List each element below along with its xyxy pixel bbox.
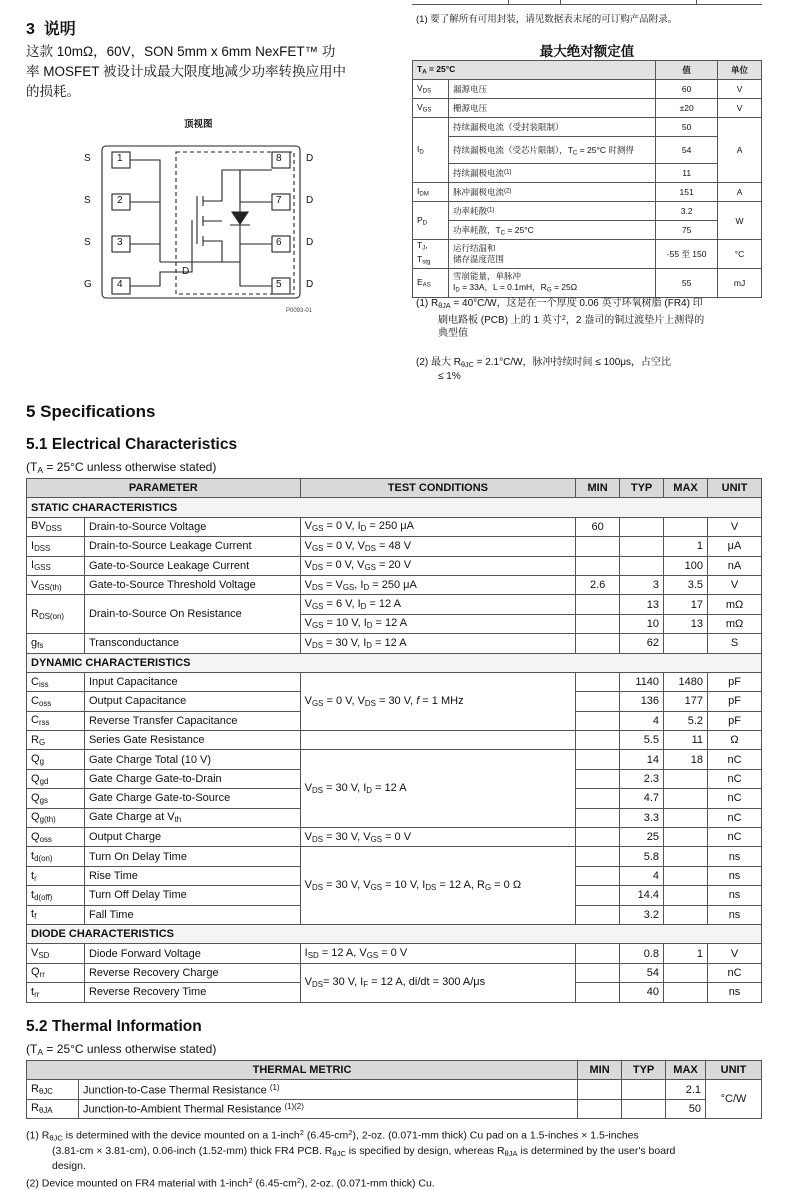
amr-table: [412, 60, 762, 298]
thermal-head-unit: UNIT: [706, 1061, 762, 1080]
pin-4-name: G: [84, 279, 92, 290]
thermal-note-2: (2) Device mounted on FR4 material with 1-inch$^2$ $(6.45-cm^2)$, 2-oz. (0.071-mm thick) Cu.: [26, 1175, 435, 1190]
amr-note-line: (1) $R_{\theta JA} = 40^\circ C/W$，这是在一个厚度 0.06 英寸环氧树脂 (FR4) 印: [416, 298, 703, 310]
ec-row-qg: $Q_g$ Gate Charge Total (10 V) $V_{DS} = 30$ V, $I_D = 12$ A 14 18 nC: [27, 750, 762, 769]
figure-code: P0093-01: [286, 308, 313, 314]
thermal-note-1-end: design.: [52, 1160, 86, 1173]
section-title: 说明: [43, 21, 76, 38]
ec-head-typ: TYP: [620, 479, 664, 498]
amr-note-line: 刷电路板 (PCB) 上的 1 英寸$^2$，2 盎司的铜过渡垫片上测得的: [438, 313, 705, 327]
ec-row-qgs: $Q_{gs}$ Gate Charge Gate-to-Source 4.7 nC: [27, 789, 762, 808]
amr-note-line: (2) 最大 $R_{\theta JC} = 2.1^\circ C/W$，脉冲持续时间 ≤ 100μs，占空比: [416, 356, 672, 369]
ec-section-dynamic: DYNAMIC CHARACTERISTICS: [27, 653, 762, 672]
thermal-head-typ: TYP: [622, 1061, 666, 1080]
pin-1-name: S: [84, 153, 91, 164]
amr-row-idm: $I_{DM}$ 脉冲漏极电流$^{(2)}$ 151 A: [413, 183, 762, 202]
ec-row-idss: $I_{DSS}$ Drain-to-Source Leakage Current $V_{GS} = 0$ V, $V_{DS} = 48$ V 1 μA: [27, 537, 762, 556]
pinout-schematic: [80, 112, 330, 322]
thermal-header-row: [27, 1061, 762, 1080]
amr-row-eas: $E_{AS}$ 雪崩能量，单脉冲 $I_D = 33A$，L = 0.1mH，$R_G = 25\Omega$ 55 mJ: [413, 269, 762, 298]
amr-note-line: ≤ 1%: [438, 370, 461, 382]
drain-pad-outline: [176, 152, 294, 294]
pin-5-name: D: [306, 279, 314, 290]
ec-row-rg: $R_G$ Series Gate Resistance 5.5 11 Ω: [27, 731, 762, 750]
section-number: 3: [26, 21, 35, 38]
thermal-row-rjc: $R_{\theta JC}$ Junction-to-Case Thermal Resistance $^{(1)}$ 2.1 °C/W: [27, 1080, 762, 1099]
pin-3-name: S: [84, 237, 91, 248]
amr-header-row: [413, 61, 762, 80]
ec-row-rds-10v: $V_{GS} = 10$ V, $I_D = 12$ A 10 13 mΩ: [27, 614, 762, 633]
amr-note-line: 典型值: [438, 328, 468, 340]
ec-head-parameter: PARAMETER: [27, 479, 301, 498]
ec-row-bvdss: $BV_{DSS}$ Drain-to-Source Voltage $V_{GS} = 0$ V, $I_D = 250$ μA 60 V: [27, 517, 762, 536]
amr-row-pd-case: 功率耗散，$T_C = 25^\circ C$ 75: [413, 221, 762, 240]
section-3-description: [26, 42, 396, 102]
amr-row-pd: $P_D$ 功率耗散$^{(1)}$ 3.2 W: [413, 202, 762, 221]
thermal-head-metric: THERMAL METRIC: [27, 1061, 578, 1080]
ec-row-vsd: $V_{SD}$ Diode Forward Voltage $I_{SD} = 12$ A, $V_{GS} = 0$ V 0.8 1 V: [27, 944, 762, 963]
amr-row-vgs: $V_{GS}$ 栅源电压 ±20 V: [413, 99, 762, 118]
thermal-table: [26, 1060, 762, 1119]
section-5-1-condition: ($T_A = 25^\circ C$ unless otherwise stated): [26, 460, 217, 476]
package-outline: [102, 146, 300, 298]
ec-head-min: MIN: [576, 479, 620, 498]
ec-row-vgsth: $V_{GS(th)}$ Gate-to-Source Threshold Voltage $V_{DS} = V_{GS}$, $I_D = 250$ μA 2.6 3 3.5 V: [27, 575, 762, 594]
ec-head-test: TEST CONDITIONS: [300, 479, 575, 498]
diagram-title: 顶视图: [184, 119, 213, 130]
ec-row-tr: $t_r$ Rise Time 4 ns: [27, 866, 762, 885]
ec-head-unit: UNIT: [708, 479, 762, 498]
ec-row-tdon: $t_{d(on)}$ Turn On Delay Time $V_{DS} = 30$ V, $V_{GS} = 10$ V, $I_{DS} = 12$ A, $R_G = 0$ Ω 5.8 ns: [27, 847, 762, 866]
pin-6-name: D: [306, 237, 314, 248]
thermal-note-1-cont: (3.81-cm × 3.81-cm), 0.06-inch (1.52-mm) thick FR4 PCB. $R_{\theta JC}$ is specified by design, whereas $R_{\theta JA}$ is determined by the user's board: [52, 1144, 676, 1158]
ec-row-igss: $I_{GSS}$ Gate-to-Source Leakage Current $V_{DS} = 0$ V, $V_{GS} = 20$ V 100 nA: [27, 556, 762, 575]
pin-8-number: 8: [276, 153, 282, 164]
ec-row-ciss: $C_{iss}$ Input Capacitance $V_{GS} = 0$ V, $V_{DS} = 30$ V, f = 1 MHz 1140 1480 pF: [27, 672, 762, 691]
section-5-1-heading: 5.1 Electrical Characteristics: [26, 436, 238, 453]
amr-head-value: 值: [656, 61, 718, 80]
section-5-2-condition: ($T_A = 25^\circ C$ unless otherwise stated): [26, 1042, 217, 1058]
amr-head-ta: $T_A = 25^\circ C$: [413, 61, 656, 80]
ec-row-trr: $t_{rr}$ Reverse Recovery Time 40 ns: [27, 983, 762, 1002]
ec-row-qgd: $Q_{gd}$ Gate Charge Gate-to-Drain 2.3 nC: [27, 769, 762, 788]
thermal-note-1: (1) $R_{\theta JC}$ is determined with the device mounted on a 1-inch$^2$ $(6.45-cm^2)$, 2-oz. (0.071-mm thick) Cu pad on a 1.5-inches × 1.5-inches: [26, 1128, 639, 1143]
amr-row-id-package: $I_D$ 持续漏极电流（受封装限制） 50 A: [413, 118, 762, 137]
section-3-heading: [26, 16, 76, 39]
ec-row-tf: $t_f$ Fall Time 3.2 ns: [27, 905, 762, 924]
desc-line: 率 MOSFET 被设计成最大限度地减少功率转换应用中: [26, 64, 347, 79]
pin-6-number: 6: [276, 237, 282, 248]
pin-4-number: 4: [117, 279, 123, 290]
pin-2-number: 2: [117, 195, 123, 206]
ec-row-qoss: $Q_{oss}$ Output Charge $V_{DS} = 30$ V, $V_{GS} = 0$ V 25 nC: [27, 828, 762, 847]
pin-2-name: S: [84, 195, 91, 206]
thermal-head-max: MAX: [666, 1061, 706, 1080]
amr-notes: [416, 298, 766, 383]
amr-row-tj: $T_J$, $T_{stg}$ 运行结温和 储存温度范围 -55 至 150 °C: [413, 240, 762, 269]
pin-3-number: 3: [117, 237, 123, 248]
ec-row-crss: $C_{rss}$ Reverse Transfer Capacitance 4 5.2 pF: [27, 711, 762, 730]
ec-row-qrr: $Q_{rr}$ Reverse Recovery Charge $V_{DS}= 30$ V, $I_F = 12$ A, di/dt = 300 A/μs 54 nC: [27, 963, 762, 982]
amr-row-id-cont: 持续漏极电流$^{(1)}$ 11: [413, 164, 762, 183]
ec-header-row: [27, 479, 762, 498]
thermal-notes: [26, 1127, 766, 1190]
pin-7-name: D: [306, 195, 314, 206]
drain-label: D: [182, 266, 190, 277]
ec-row-gfs: $g_{fs}$ Transconductance $V_{DS} = 30$ V, $I_D = 12$ A 62 S: [27, 634, 762, 653]
electrical-characteristics-table: [26, 478, 762, 1003]
pin-5-number: 5: [276, 279, 282, 290]
ec-section-static: STATIC CHARACTERISTICS: [27, 498, 762, 517]
amr-row-vds: $V_{DS}$ 漏源电压 60 V: [413, 80, 762, 99]
section-5-heading: 5 Specifications: [26, 402, 156, 421]
amr-head-unit: 单位: [718, 61, 762, 80]
thermal-row-rja: $R_{\theta JA}$ Junction-to-Ambient Thermal Resistance $^{(1)(2)}$ 50: [27, 1099, 762, 1118]
ec-row-qgth: $Q_{g(th)}$ Gate Charge at $V_{th}$ 3.3 nC: [27, 808, 762, 827]
ec-section-diode: DIODE CHARACTERISTICS: [27, 924, 762, 943]
top-footnote: (1) 要了解所有可用封装，请见数据表末尾的可订购产品附录。: [416, 14, 678, 25]
desc-line: 的损耗。: [26, 84, 80, 99]
amr-row-id-die: 持续漏极电流（受芯片限制），$T_C = 25^\circ C$ 时测得 54: [413, 137, 762, 164]
pinout-diagram: [80, 112, 330, 322]
section-5-2-heading: 5.2 Thermal Information: [26, 1018, 202, 1035]
pin-1-number: 1: [117, 153, 123, 164]
pin-7-number: 7: [276, 195, 282, 206]
pin-8-name: D: [306, 153, 314, 164]
thermal-head-min: MIN: [578, 1061, 622, 1080]
top-table-remnant: [412, 0, 762, 5]
ec-row-coss: $C_{oss}$ Output Capacitance 136 177 pF: [27, 692, 762, 711]
amr-title: 最大绝对额定值: [539, 44, 635, 59]
ec-row-tdoff: $t_{d(off)}$ Turn Off Delay Time 14.4 ns: [27, 886, 762, 905]
ec-head-max: MAX: [664, 479, 708, 498]
desc-line: 这款 10mΩ，60V，SON 5mm x 6mm NexFET™ 功: [26, 44, 336, 59]
ec-row-rds-6v: $R_{DS(on)}$ Drain-to-Source On Resistance $V_{GS} = 6$ V, $I_D = 12$ A 13 17 mΩ: [27, 595, 762, 614]
